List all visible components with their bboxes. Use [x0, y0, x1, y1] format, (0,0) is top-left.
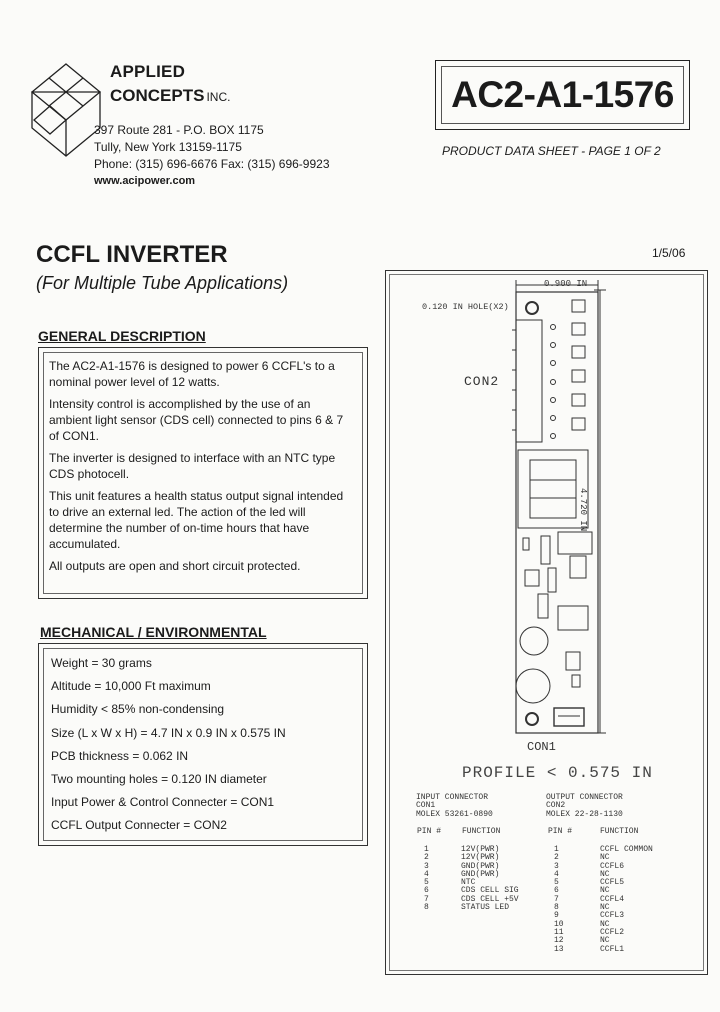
output-pin-function: NC	[600, 903, 610, 913]
output-pin-function: NC	[600, 919, 610, 929]
phone-fax-line: Phone: (315) 696-6676 Fax: (315) 696-9923	[94, 157, 330, 171]
output-pin-function: CCFL4	[600, 894, 625, 904]
output-pin-function: NC	[600, 886, 610, 896]
output-pin-function: NC	[600, 869, 610, 879]
company-name-line2: CONCEPTS INC.	[110, 86, 231, 105]
input-connector-part: MOLEX 53261-0890	[416, 809, 493, 819]
general-description-heading: GENERAL DESCRIPTION	[38, 328, 206, 344]
output-pin-function: CCFL COMMON	[600, 845, 653, 854]
output-pin-function: NC	[600, 936, 610, 946]
hole-label: 0.120 IN HOLE(X2)	[422, 302, 509, 312]
input-connector-title: INPUT CONNECTOR	[416, 793, 489, 802]
mechanical-item: Weight = 30 grams	[51, 656, 152, 670]
input-pin-function: GND(PWR)	[461, 861, 500, 871]
output-connector-ref: CON2	[546, 801, 566, 811]
output-pin-number: 3	[554, 861, 559, 871]
input-pin-number: 2	[424, 853, 429, 863]
mechanical-item: Two mounting holes = 0.120 IN diameter	[51, 771, 267, 786]
output-pin-number: 10	[554, 919, 564, 929]
page-subtitle: (For Multiple Tube Applications)	[36, 273, 289, 293]
output-pin-number: 2	[554, 853, 559, 863]
general-paragraph: Intensity control is accomplished by the use of an ambient light sensor (CDS cell) connected to pins 6 & 7 of CON1.	[49, 397, 344, 443]
output-pin-function: CCFL5	[600, 878, 625, 888]
output-connector-part: MOLEX 22-28-1130	[546, 809, 623, 819]
input-pin-function: CDS CELL SIG	[461, 886, 519, 896]
output-pin-function: CCFL6	[600, 861, 625, 871]
output-pin-number: 11	[554, 927, 564, 937]
input-pin-number: 6	[424, 886, 429, 896]
page-title: CCFL INVERTER	[36, 241, 228, 268]
input-pin-function: 12V(PWR)	[461, 853, 500, 863]
output-function-col-header: FUNCTION	[600, 827, 639, 836]
input-pin-function: NTC	[461, 878, 476, 888]
mechanical-item: Humidity < 85% non-condensing	[51, 702, 225, 717]
input-function-list	[461, 846, 519, 912]
company-name-line1: APPLIED	[110, 62, 186, 81]
output-connector-title: OUTPUT CONNECTOR	[546, 793, 623, 802]
general-paragraph: The AC2-A1-1576 is designed to power 6 CCFL's to a nominal power level of 12 watts.	[49, 359, 335, 389]
input-pin-function: CDS CELL +5V	[461, 894, 519, 904]
mechanical-item: Size (L x W x H) = 4.7 IN x 0.9 IN x 0.575 IN	[51, 725, 286, 740]
con2-label: CON2	[464, 374, 500, 389]
input-pin-function: GND(PWR)	[461, 869, 500, 879]
output-pin-number: 1	[554, 845, 559, 854]
output-pin-function: NC	[600, 853, 610, 863]
input-pin-number: 7	[424, 894, 429, 904]
output-connector-header	[546, 794, 623, 819]
output-pin-number: 12	[554, 936, 564, 946]
mechanical-item: CCFL Output Connecter = CON2	[51, 818, 227, 833]
output-pin-function: CCFL1	[600, 944, 625, 954]
mechanical-item: Altitude = 10,000 Ft maximum	[51, 679, 211, 694]
general-paragraph: All outputs are open and short circuit protected.	[49, 559, 301, 573]
con1-label: CON1	[527, 740, 556, 754]
input-pin-list	[424, 846, 429, 912]
part-number: AC2-A1-1576	[451, 74, 674, 115]
address-line2: Tully, New York 13159-1175	[94, 140, 242, 154]
output-pin-function: CCFL3	[600, 911, 625, 921]
length-dimension: 4.720 IN	[578, 488, 588, 532]
mechanical-heading: MECHANICAL / ENVIRONMENTAL	[40, 624, 267, 640]
output-pin-number: 6	[554, 886, 559, 896]
general-paragraph: This unit features a health status output signal intended to drive an external led. The action of the led will determine the number of on-time hours that have accumulated.	[49, 489, 344, 551]
input-pin-function: 12V(PWR)	[461, 845, 500, 854]
profile-label: PROFILE < 0.575 IN	[462, 764, 653, 782]
input-connector-header	[416, 794, 493, 819]
width-dimension: 0.900 IN	[544, 279, 588, 289]
output-pin-function: CCFL2	[600, 927, 625, 937]
input-function-col-header: FUNCTION	[462, 827, 501, 836]
input-pin-number: 4	[424, 869, 429, 879]
input-pin-number: 1	[424, 845, 429, 854]
input-pin-function: STATUS LED	[461, 903, 510, 913]
output-function-list	[600, 846, 653, 954]
sheet-label: PRODUCT DATA SHEET - PAGE 1 OF 2	[442, 144, 661, 158]
output-pin-number: 9	[554, 911, 559, 921]
output-pin-number: 4	[554, 869, 559, 879]
address-line1: 397 Route 281 - P.O. BOX 1175	[94, 123, 264, 137]
general-paragraph: The inverter is designed to interface with an NTC type CDS photocell.	[49, 451, 336, 481]
website-link[interactable]: www.acipower.com	[94, 175, 196, 187]
mechanical-item: Input Power & Control Connecter = CON1	[51, 795, 275, 810]
input-pin-number: 3	[424, 861, 429, 871]
output-pin-number: 5	[554, 878, 559, 888]
output-pin-number: 7	[554, 894, 559, 904]
output-pin-list	[554, 846, 564, 954]
input-connector-ref: CON1	[416, 801, 436, 811]
input-pin-number: 5	[424, 878, 429, 888]
company-suffix: INC.	[206, 90, 231, 104]
output-pin-number: 8	[554, 903, 559, 913]
output-pin-col-header: PIN #	[548, 827, 573, 836]
document-date: 1/5/06	[652, 246, 686, 260]
mechanical-item: PCB thickness = 0.062 IN	[51, 748, 189, 763]
input-pin-col-header: PIN #	[417, 827, 442, 836]
output-pin-number: 13	[554, 944, 564, 954]
input-pin-number: 8	[424, 903, 429, 913]
